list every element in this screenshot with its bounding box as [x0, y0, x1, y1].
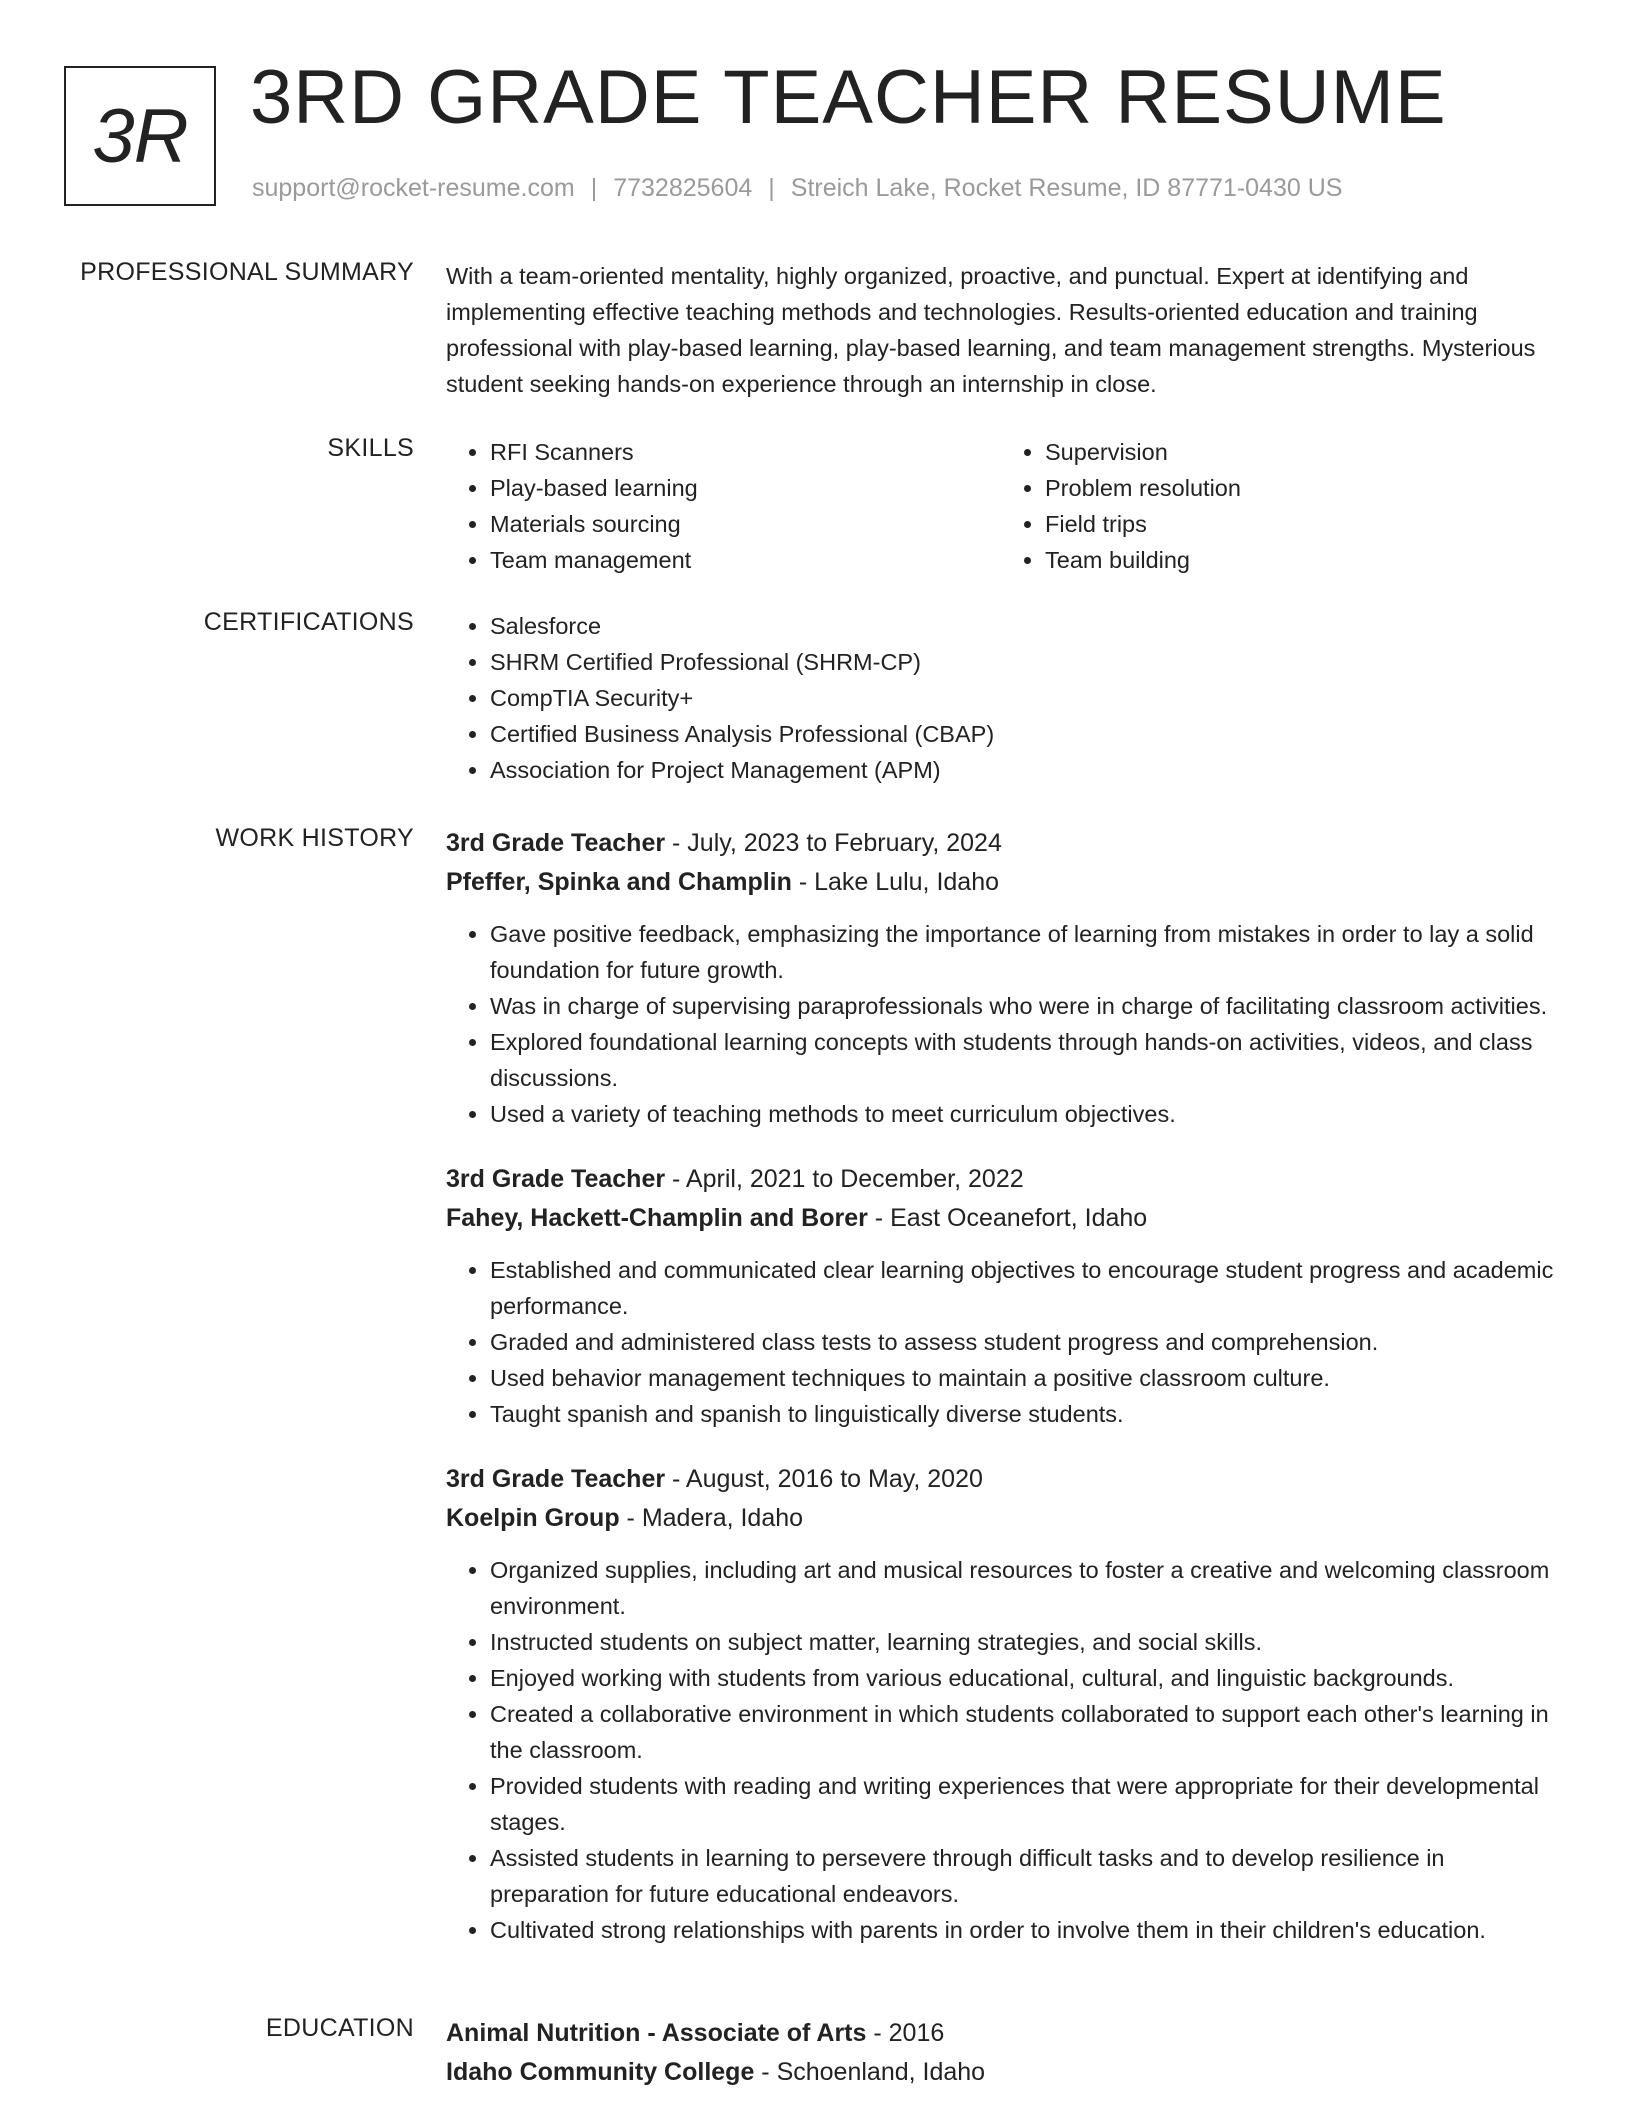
contact-phone[interactable]: 7732825604 [613, 174, 753, 202]
education-school: Idaho Community College [446, 2058, 755, 2086]
job-company-line [446, 1499, 1556, 1538]
job-bullet: • Cultivated strong relationships with parents in order to involve them in their children's education. [490, 1912, 1556, 1948]
section-label-skills: SKILLS [327, 434, 414, 462]
monogram-logo [64, 66, 216, 206]
job-bullet: • Assisted students in learning to persevere through difficult tasks and to develop resilience in preparation for future educational endeavors. [490, 1840, 1556, 1912]
summary-body [446, 258, 1556, 402]
job-bullet: • Created a collaborative environment in which students collaborated to support each other's learning in the classroom. [490, 1696, 1556, 1768]
job-bullet: • Established and communicated clear learning objectives to encourage student progress and academic performance. [490, 1252, 1556, 1324]
section-label-work-history: WORK HISTORY [215, 824, 414, 852]
job-bullet: • Instructed students on subject matter, learning strategies, and social skills. [490, 1624, 1556, 1660]
job-entry [446, 1160, 1556, 1432]
job-bullet: • Taught spanish and spanish to linguistically diverse students. [490, 1396, 1556, 1432]
job-bullets [446, 1252, 1556, 1432]
job-dates: - April, 2021 to December, 2022 [665, 1165, 1024, 1193]
certification-item: • CompTIA Security+ [490, 680, 1556, 716]
job-bullet: • Used behavior management techniques to maintain a positive classroom culture. [490, 1360, 1556, 1396]
job-company-line [446, 1199, 1556, 1238]
job-bullet: • Was in charge of supervising paraprofessionals who were in charge of facilitating classroom activities. [490, 988, 1556, 1024]
job-bullets [446, 916, 1556, 1132]
job-entry [446, 824, 1556, 1132]
job-company-line [446, 863, 1556, 902]
job-location: - East Oceanefort, Idaho [867, 1204, 1148, 1232]
section-label-certifications: CERTIFICATIONS [203, 608, 414, 636]
contact-address: Streich Lake, Rocket Resume, ID 87771-0430 US [790, 174, 1343, 202]
job-company: Pfeffer, Spinka and Champlin [446, 868, 792, 896]
job-entry [446, 1460, 1556, 1948]
resume-title: 3RD GRADE TEACHER RESUME [250, 55, 1447, 140]
job-bullet: • Provided students with reading and writing experiences that were appropriate for their developmental stages. [490, 1768, 1556, 1840]
job-location: - Madera, Idaho [619, 1504, 804, 1532]
certifications-list [446, 608, 1556, 788]
education-degree: Animal Nutrition - Associate of Arts [446, 2019, 867, 2047]
skill-item: • Materials sourcing [490, 506, 1001, 542]
certifications-body [446, 608, 1556, 788]
skill-item: • RFI Scanners [490, 434, 1001, 470]
skill-item: • Supervision [1045, 434, 1556, 470]
contact-separator: | [590, 174, 598, 202]
contact-email[interactable]: support@rocket-resume.com [252, 174, 575, 202]
job-title-line [446, 1160, 1556, 1199]
section-label-summary: PROFESSIONAL SUMMARY [80, 258, 414, 286]
skills-column-1 [446, 434, 1001, 578]
education-school-line [446, 2053, 1556, 2092]
education-degree-line [446, 2014, 1556, 2053]
skill-item: • Play-based learning [490, 470, 1001, 506]
skills-column-2 [1001, 434, 1556, 578]
job-bullet: • Used a variety of teaching methods to meet curriculum objectives. [490, 1096, 1556, 1132]
certification-item: • Salesforce [490, 608, 1556, 644]
monogram-text: 3R [92, 93, 188, 179]
job-title: 3rd Grade Teacher [446, 1165, 666, 1193]
job-title-line [446, 1460, 1556, 1499]
education-location: - Schoenland, Idaho [754, 2058, 986, 2086]
certification-item: • Association for Project Management (APM) [490, 752, 1556, 788]
contact-separator: | [768, 174, 775, 202]
certification-item: • SHRM Certified Professional (SHRM-CP) [490, 644, 1556, 680]
summary-text: With a team-oriented mentality, highly organized, proactive, and punctual. Expert at identifying and implementing effective teaching methods and technologies. Results-oriented education and training professional with play-based learning, play-based learning, and team management strengths. Mysterious student seeking hands-on experience through an internship in close. [446, 263, 1536, 397]
job-bullet: • Gave positive feedback, emphasizing the importance of learning from mistakes in order to lay a solid foundation for future growth. [490, 916, 1556, 988]
job-dates: - July, 2023 to February, 2024 [665, 829, 1002, 857]
job-bullet: • Enjoyed working with students from various educational, cultural, and linguistic backgrounds. [490, 1660, 1556, 1696]
education-year: - 2016 [866, 2019, 945, 2047]
certification-item: • Certified Business Analysis Professional (CBAP) [490, 716, 1556, 752]
job-location: - Lake Lulu, Idaho [791, 868, 999, 896]
skill-item: • Team management [490, 542, 1001, 578]
job-bullets [446, 1552, 1556, 1948]
job-bullet: • Explored foundational learning concepts with students through hands-on activities, videos, and class discussions. [490, 1024, 1556, 1096]
education-body [446, 2014, 1556, 2092]
job-bullet: • Graded and administered class tests to assess student progress and comprehension. [490, 1324, 1556, 1360]
contact-line [252, 174, 1342, 203]
job-title: 3rd Grade Teacher [446, 1465, 666, 1493]
job-bullet: • Organized supplies, including art and musical resources to foster a creative and welcoming classroom environment. [490, 1552, 1556, 1624]
job-dates: - August, 2016 to May, 2020 [665, 1465, 983, 1493]
job-title-line [446, 824, 1556, 863]
skill-item: • Field trips [1045, 506, 1556, 542]
job-title: 3rd Grade Teacher [446, 829, 666, 857]
skill-item: • Problem resolution [1045, 470, 1556, 506]
job-company: Koelpin Group [446, 1504, 620, 1532]
skills-grid [446, 434, 1556, 578]
job-company: Fahey, Hackett-Champlin and Borer [446, 1204, 868, 1232]
skill-item: • Team building [1045, 542, 1556, 578]
work-history-body [446, 824, 1556, 1948]
section-label-education: EDUCATION [265, 2014, 414, 2042]
